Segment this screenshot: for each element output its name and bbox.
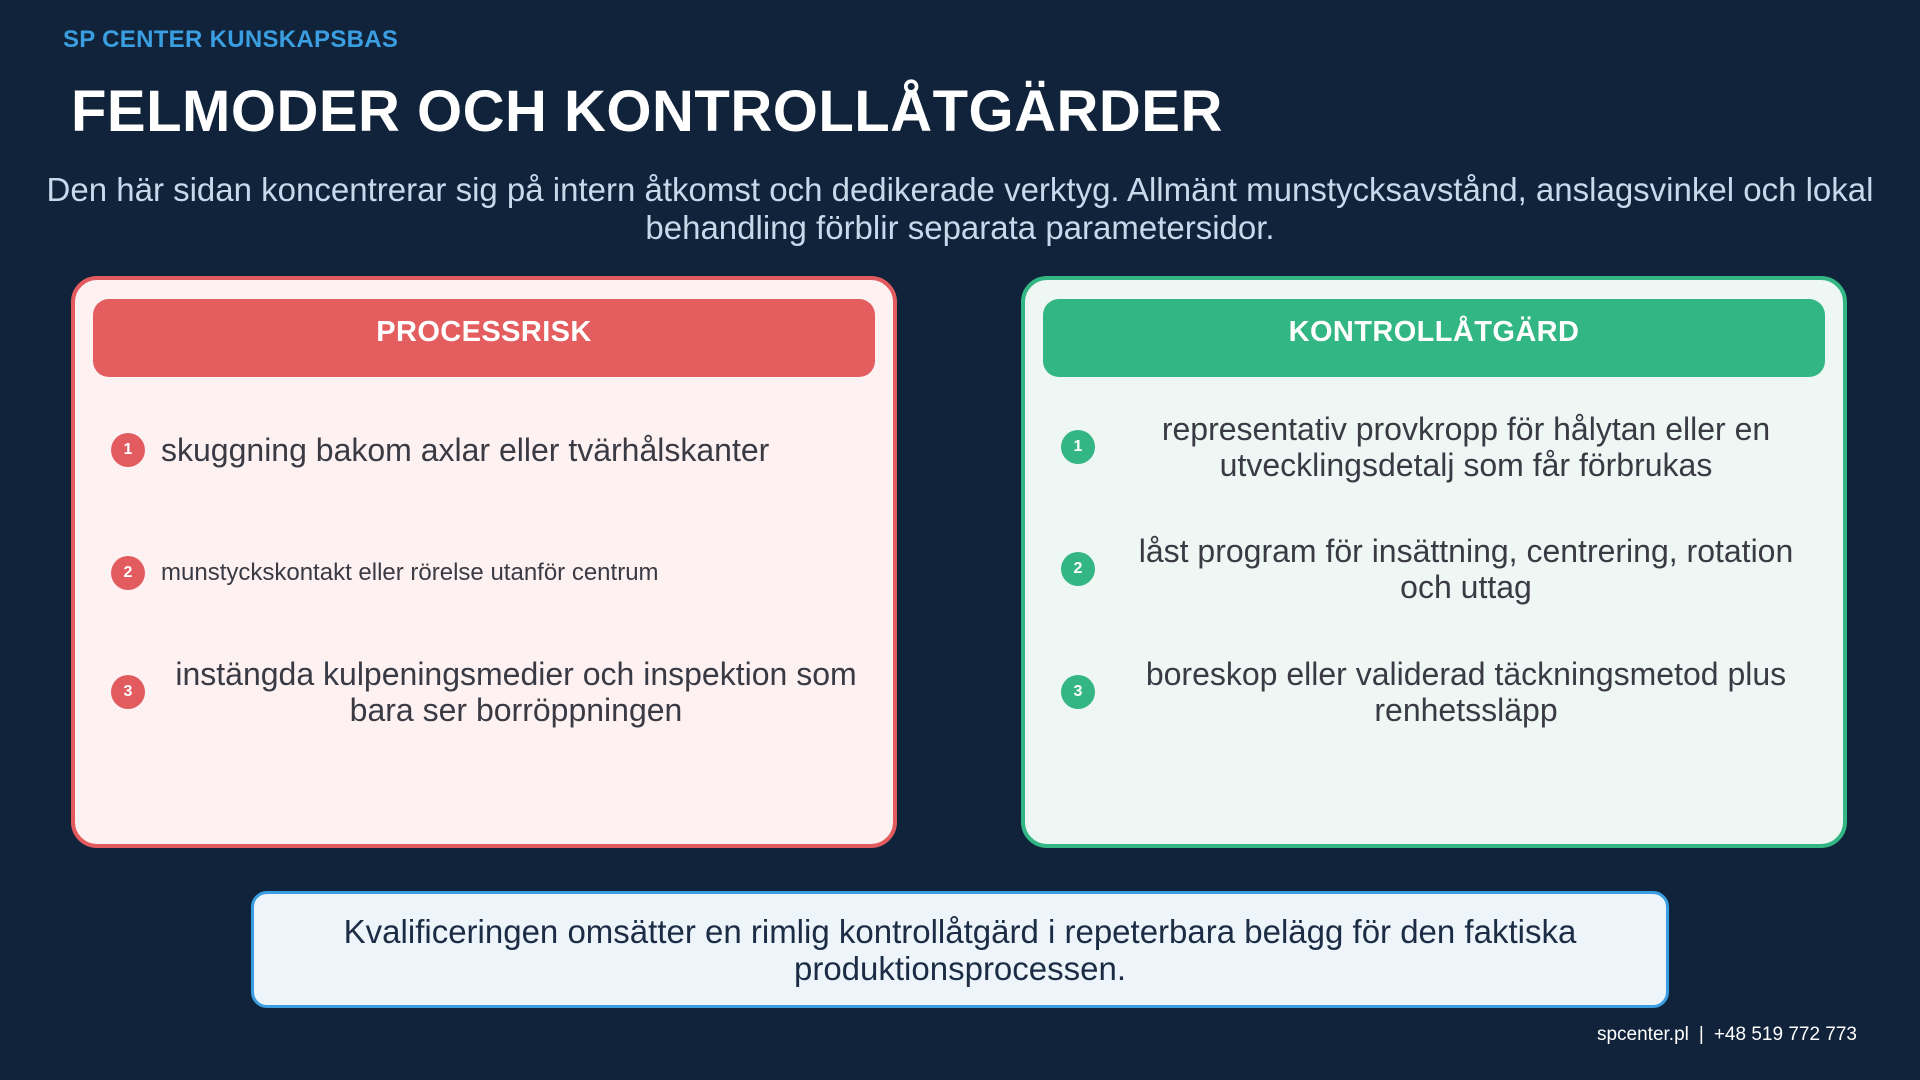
control-item-text: representativ provkropp för hålytan eller en utvecklingsdetalj som får förbrukas (1161, 411, 1771, 483)
number-badge-1: 1 (111, 433, 145, 467)
page-title: FELMODER OCH KONTROLLÅTGÄRDER (71, 79, 1223, 144)
process-risk-card (71, 276, 897, 848)
control-item-text: låst program för insättning, centrering, rotation och uttag (1138, 533, 1794, 605)
number-badge-1: 1 (1061, 430, 1095, 464)
brand-label: SP CENTER KUNSKAPSBAS (63, 26, 399, 53)
number-badge-2: 2 (1061, 552, 1095, 586)
control-item-1 (1061, 408, 1821, 486)
footer-phone: +48 519 772 773 (1713, 1024, 1857, 1045)
summary-note: Kvalificeringen omsätter en rimlig kontrollåtgärd i repeterbara belägg för den faktiska produktionsprocessen. (251, 891, 1669, 1008)
risk-item-1 (111, 422, 871, 478)
number-badge-3: 3 (1061, 675, 1095, 709)
risk-item-text: skuggning bakom axlar eller tvärhålskanter (161, 431, 770, 468)
number-badge-2: 2 (111, 556, 145, 590)
footer-contact (1597, 1024, 1857, 1046)
control-item-3 (1061, 654, 1821, 730)
control-measure-card (1021, 276, 1847, 848)
risk-item-text: munstyckskontakt eller rörelse utanför centrum (161, 559, 659, 586)
footer-website: spcenter.pl (1596, 1024, 1689, 1045)
risk-item-text: instängda kulpeningsmedier och inspektion som bara ser borröppningen (175, 656, 857, 728)
risk-item-2 (111, 546, 871, 600)
control-item-text: boreskop eller validerad täckningsmetod plus renhetssläpp (1145, 656, 1787, 728)
control-measure-header: KONTROLLÅTGÄRD (1043, 299, 1825, 377)
page-subtitle: Den här sidan koncentrerar sig på intern åtkomst och dedikerade verktyg. Allmänt munstycksavstånd, anslagsvinkel och lokal behandling förblir separata parametersidor. (46, 171, 1874, 246)
footer-separator: | (1698, 1024, 1704, 1045)
process-risk-header: PROCESSRISK (93, 299, 875, 377)
control-item-2 (1061, 530, 1821, 608)
risk-item-3 (111, 654, 871, 730)
number-badge-3: 3 (111, 675, 145, 709)
